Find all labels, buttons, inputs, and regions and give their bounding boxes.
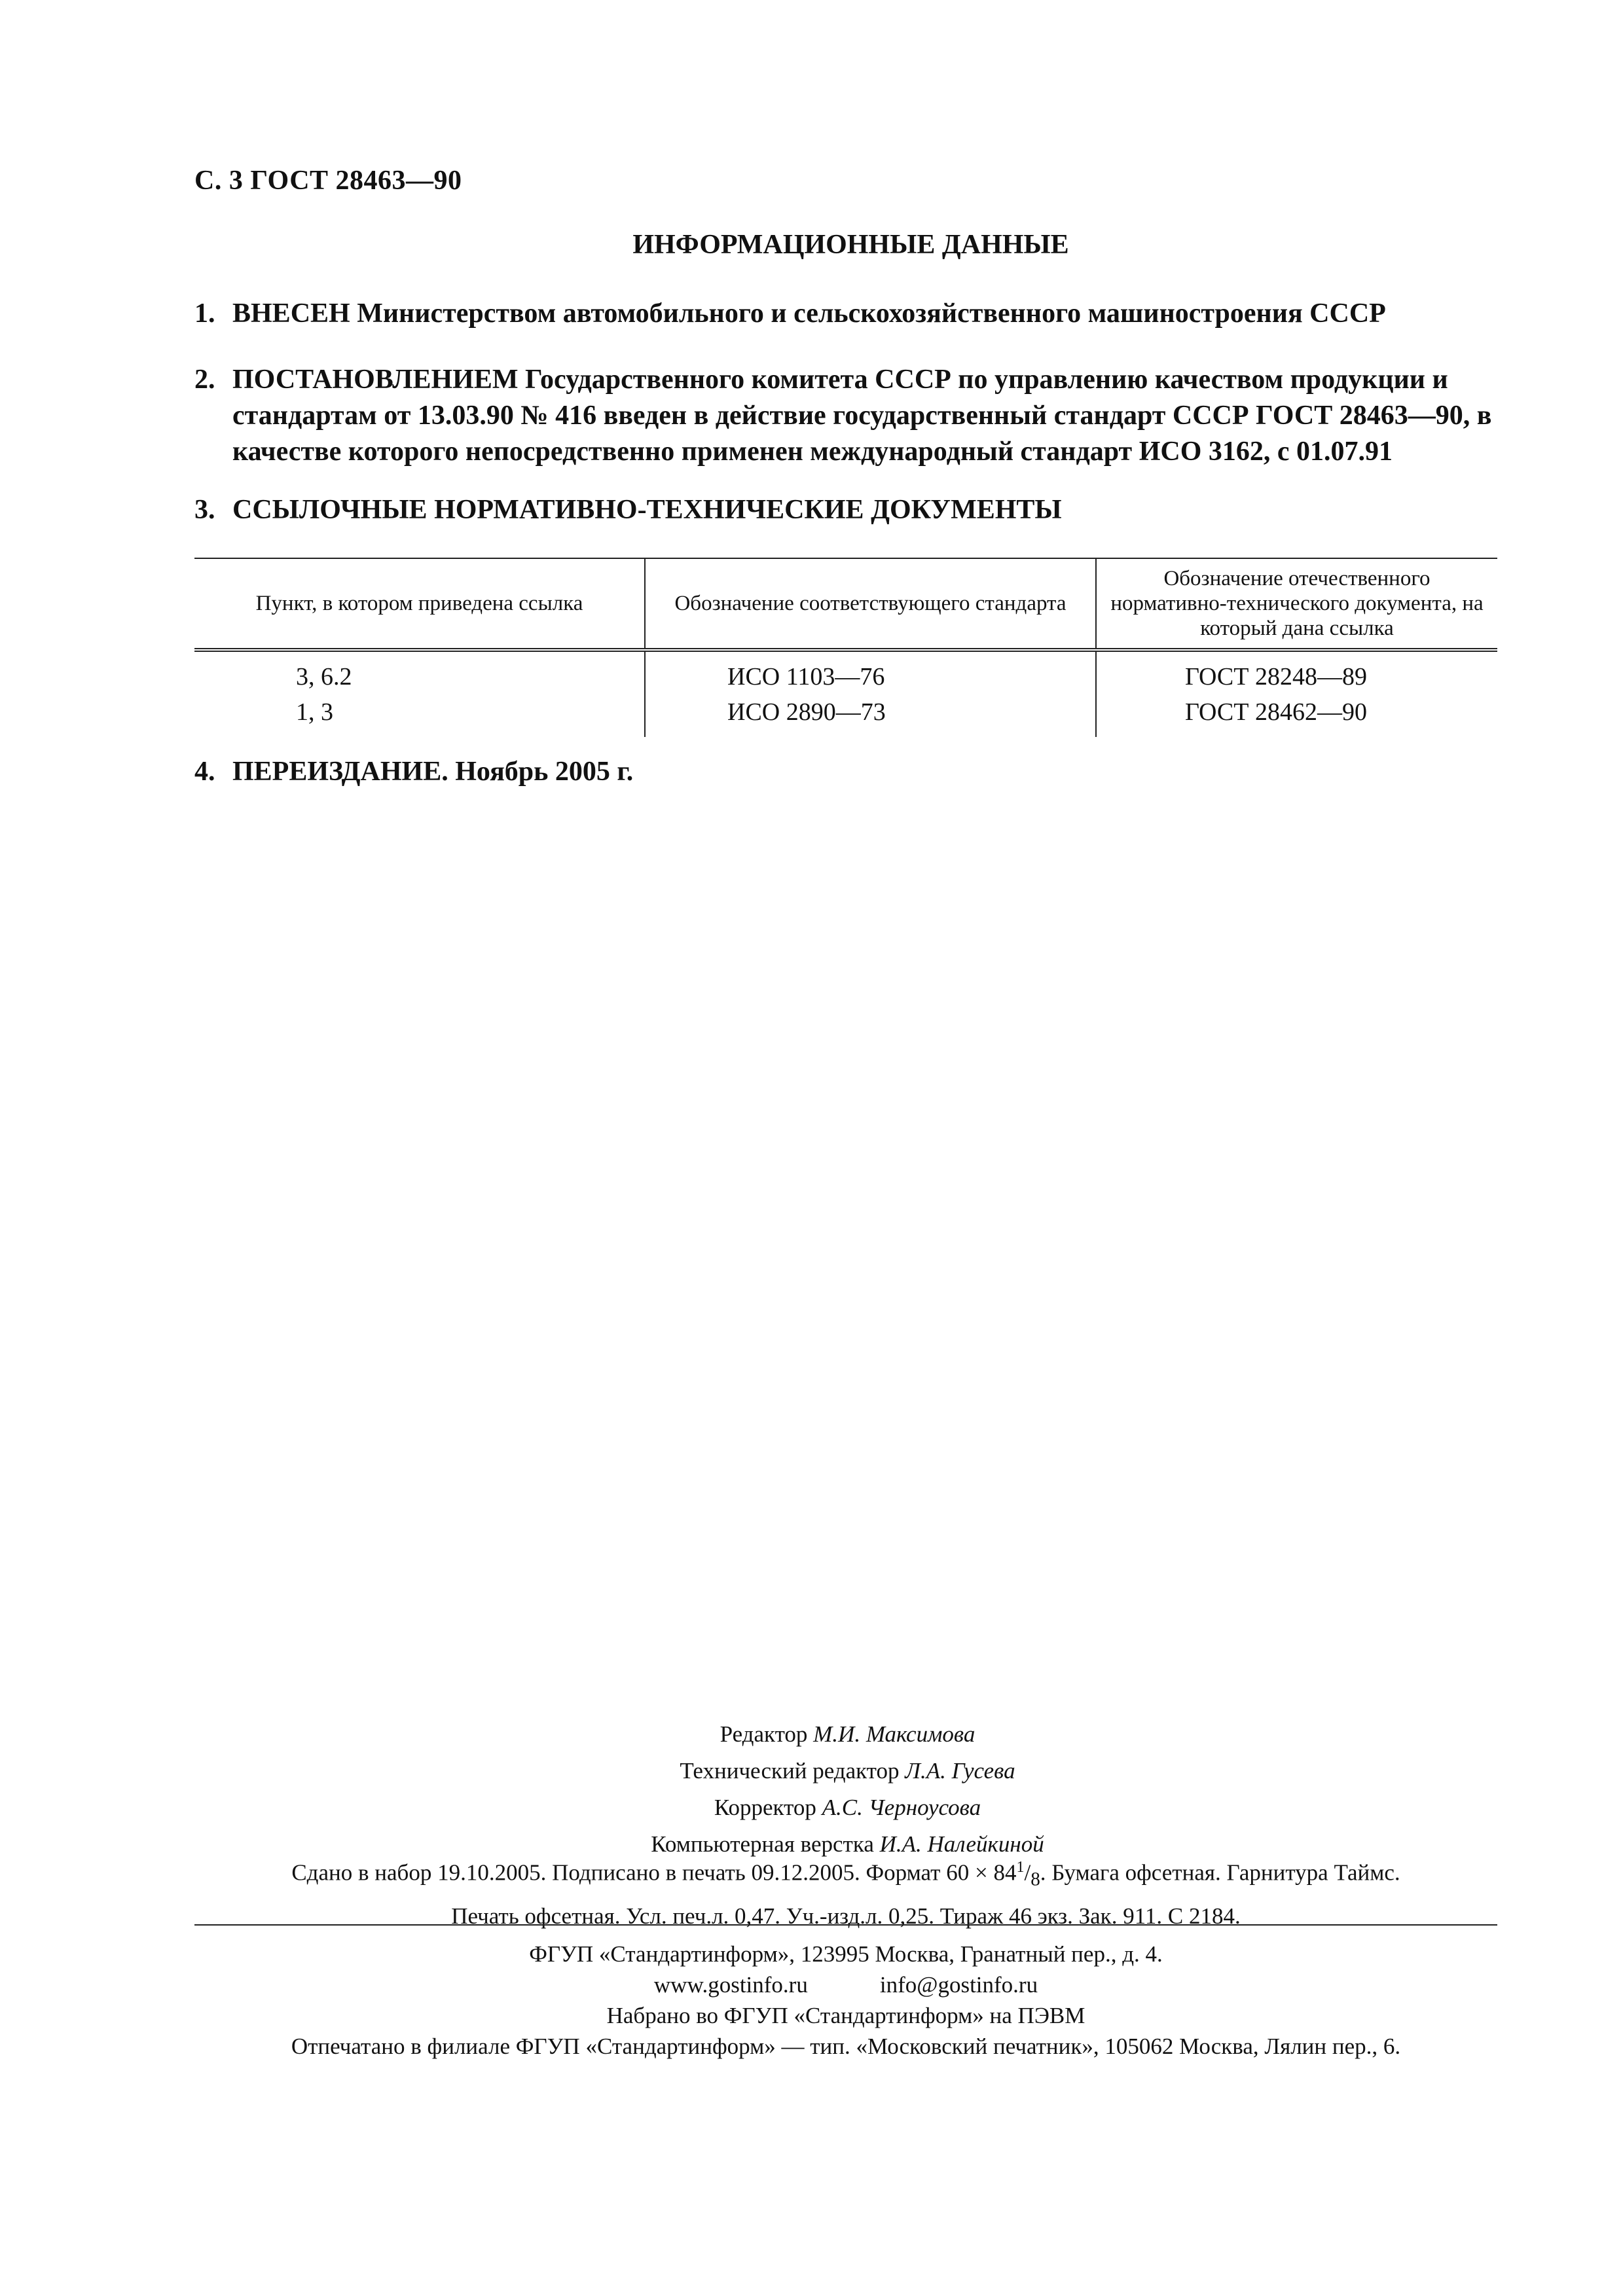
divider [194,1924,1497,1926]
item-text: ВНЕСЕН Министерством автомобильного и сельскохозяйственного машиностроения СССР [232,298,1386,329]
table-cell-clause: 1, 3 [296,698,333,726]
item-number: 1. [194,298,215,329]
item-number: 3. [194,495,215,525]
column-header-domestic-document: Обозначение отечественного нормативно-технического документа, на который дана ссылка [1096,558,1497,650]
table-row [194,650,1497,694]
item-text: ПЕРЕИЗДАНИЕ. Ноябрь 2005 г. [232,757,634,787]
info-item-3 [194,492,1499,528]
credit-role: Технический редактор [680,1758,900,1784]
credits-block [0,1716,1623,1863]
print-info-line-2: Печать офсетная. Усл. печ.л. 0,47. Уч.-изд.л. 0,25. Тираж 46 экз. Зак. 911. С 2184. [451,1903,1241,1929]
table-cell-domestic-document: ГОСТ 28248—89 [1096,650,1497,694]
publisher-address: ФГУП «Стандартинформ», 123995 Москва, Гранатный пер., д. 4. [529,1941,1163,1967]
print-info [194,1849,1497,1935]
credit-name: И.А. Налейкиной [879,1831,1044,1857]
credit-name: А.С. Черноусова [822,1795,981,1820]
credit-role: Корректор [714,1795,816,1820]
format-fraction-slash: / [1024,1859,1031,1886]
print-info-text: . Бумага офсетная. Гарнитура Таймс. [1040,1859,1400,1886]
table-header-row [194,558,1497,650]
item-number: 2. [194,365,215,395]
item-text: ССЫЛОЧНЫЕ НОРМАТИВНО-ТЕХНИЧЕСКИЕ ДОКУМЕНТЫ [232,495,1062,525]
publisher-typeset: Набрано во ФГУП «Стандартинформ» на ПЭВМ [606,2003,1085,2028]
item-text: ПОСТАНОВЛЕНИЕМ Государственного комитета СССР по управлению качеством продукции и стандартам от 13.03.90 № 416 введен в действие государственный стандарт СССР ГОСТ 28463—90, в качестве которого непосредственно применен международный стандарт ИСО 3162, с 01.07.91 [232,365,1492,467]
table-cell-standard: ИСО 2890—73 [645,694,1096,737]
table-cell-clause: 3, 6.2 [296,663,352,691]
credit-line [72,1789,1623,1826]
print-info-line-1 [194,1849,1497,1898]
page-header: С. 3 ГОСТ 28463—90 [194,166,462,196]
credit-name: Л.А. Гусева [905,1758,1015,1784]
publisher-block [194,1939,1497,2062]
publisher-email: info@gostinfo.ru [879,1972,1038,1998]
info-item-2 [194,362,1499,470]
publisher-printed: Отпечатано в филиале ФГУП «Стандартинформ» — тип. «Московский печатник», 105062 Москва, Лялин пер., 6. [291,2034,1401,2059]
column-header-clause: Пункт, в котором приведена ссылка [194,558,645,650]
publisher-website: www.gostinfo.ru [653,1972,808,1998]
credit-line [72,1753,1623,1789]
format-fraction-numerator: 1 [1016,1859,1025,1876]
publisher-contacts [194,1969,1497,2000]
format-fraction-denominator: 8 [1030,1869,1040,1890]
reference-table [194,558,1497,737]
credit-role: Редактор [720,1721,808,1747]
info-item-4 [194,754,1499,790]
item-number: 4. [194,757,215,787]
section-title: ИНФОРМАЦИОННЫЕ ДАННЫЕ [632,230,1069,260]
credit-name: М.И. Максимова [813,1721,976,1747]
table-row [194,694,1497,737]
table-cell-standard: ИСО 1103—76 [645,650,1096,694]
table-cell-domestic-document: ГОСТ 28462—90 [1096,694,1497,737]
credit-line [72,1716,1623,1753]
credit-role: Компьютерная верстка [651,1831,874,1857]
column-header-standard: Обозначение соответствующего стандарта [645,558,1096,650]
print-info-text: Сдано в набор 19.10.2005. Подписано в печать 09.12.2005. Формат 60 × 84 [291,1859,1017,1886]
info-item-1 [194,296,1499,332]
